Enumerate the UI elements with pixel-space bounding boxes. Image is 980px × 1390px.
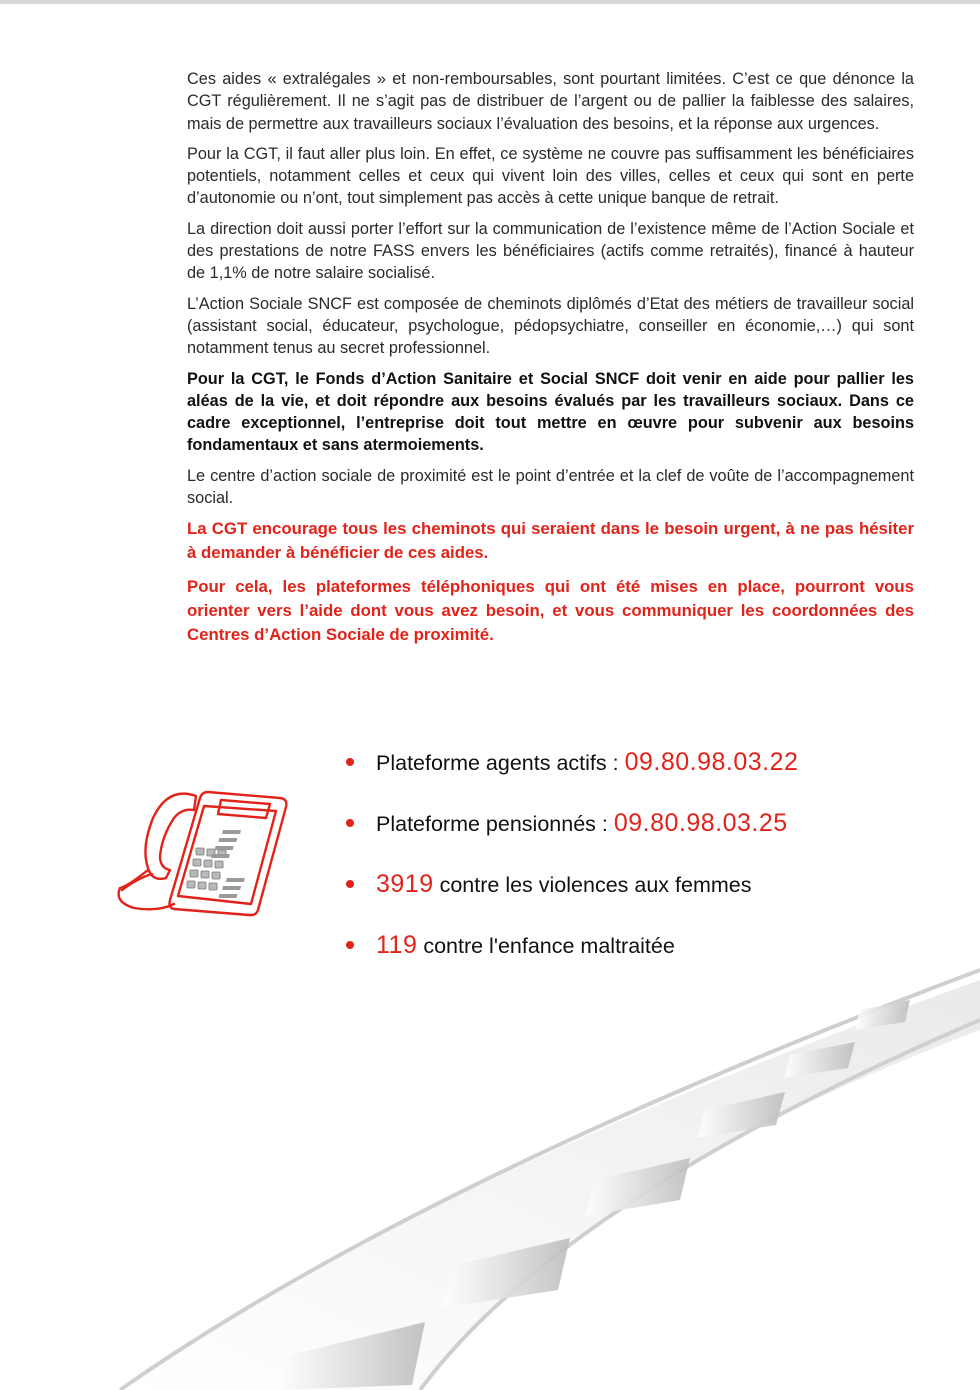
- paragraph-communication: La direction doit aussi porter l’effort sur la communication de l’existence même de l’Action Sociale et des prestations de notre FASS envers les bénéficiaires (actifs comme retraités), financé à hauteur de 1,1% de notre salaire socialisé.: [187, 219, 914, 283]
- telephone-icon: [108, 778, 293, 918]
- paragraph-go-further: Pour la CGT, il faut aller plus loin. En effet, ce système ne couvre pas suffisamment les bénéficiaires potentiels, notamment celles et ceux qui vivent loin des villes, celles et ceux qui sont en perte d’autonomie ou n’ont, tout simplement pas accès à cette unique banque de retrait.: [187, 144, 914, 208]
- phone-number: 3919: [376, 870, 434, 898]
- bullet-icon: [346, 880, 354, 888]
- paragraph-local-centre: Le centre d’action sociale de proximité est le point d’entrée et la clef de voûte de l’accompagnement social.: [187, 466, 914, 508]
- hotline-label: Plateforme agents actifs :: [376, 751, 625, 775]
- paragraph-extralegal-aids: Ces aides « extralégales » et non-remboursables, sont pourtant limitées. C’est ce que dénonce la CGT régulièrement. Il ne s’agit pas de distribuer de l’argent ou de pallier la faiblesse des salaires, mais de permettre aux travailleurs sociaux l’évaluation des besoins, et la réponse aux urgences.: [187, 70, 914, 133]
- article-body: [187, 68, 914, 657]
- paragraph-social-action-staff: L’Action Sociale SNCF est composée de cheminots diplômés d’Etat des métiers de travailleur social (assistant social, éducateur, psychologue, pédopsychiatre, conseiller en économie,…) qui sont notamment tenus au secret professionnel.: [187, 294, 914, 358]
- list-item: [344, 862, 944, 923]
- list-item: [344, 801, 944, 862]
- paragraph-encouragement: La CGT encourage tous les cheminots qui seraient dans le besoin urgent, à ne pas hésiter à demander à bénéficier de ces aides.: [187, 519, 914, 563]
- bullet-icon: [346, 758, 354, 766]
- page-top-border: [0, 0, 980, 4]
- paragraph-hotlines: Pour cela, les plateformes téléphoniques qui ont été mises en place, pourront vous orienter vers l’aide dont vous avez besoin, et vous communiquer les coordonnées des Centres d’Action Sociale de proximité.: [187, 577, 914, 645]
- bullet-icon: [346, 819, 354, 827]
- phone-number: 09.80.98.03.22: [624, 748, 799, 776]
- hotline-label: Plateforme pensionnés :: [376, 812, 614, 836]
- phone-number: 119: [376, 931, 418, 959]
- hotline-label: contre les violences aux femmes: [433, 873, 752, 897]
- list-item: [344, 740, 944, 801]
- railway-track-graphic: [0, 960, 980, 1390]
- bullet-icon: [346, 941, 354, 949]
- hotline-list: [344, 740, 944, 984]
- paragraph-fass-mission: Pour la CGT, le Fonds d’Action Sanitaire et Social SNCF doit venir en aide pour pallier les aléas de la vie, et doit répondre aux besoins évalués par les travailleurs sociaux. Dans ce cadre exceptionnel, l’entreprise doit tout mettre en œuvre pour subvenir aux besoins fondamentaux et sans atermoiements.: [187, 369, 914, 455]
- hotline-label: contre l'enfance maltraitée: [417, 934, 675, 958]
- phone-number: 09.80.98.03.25: [613, 809, 788, 837]
